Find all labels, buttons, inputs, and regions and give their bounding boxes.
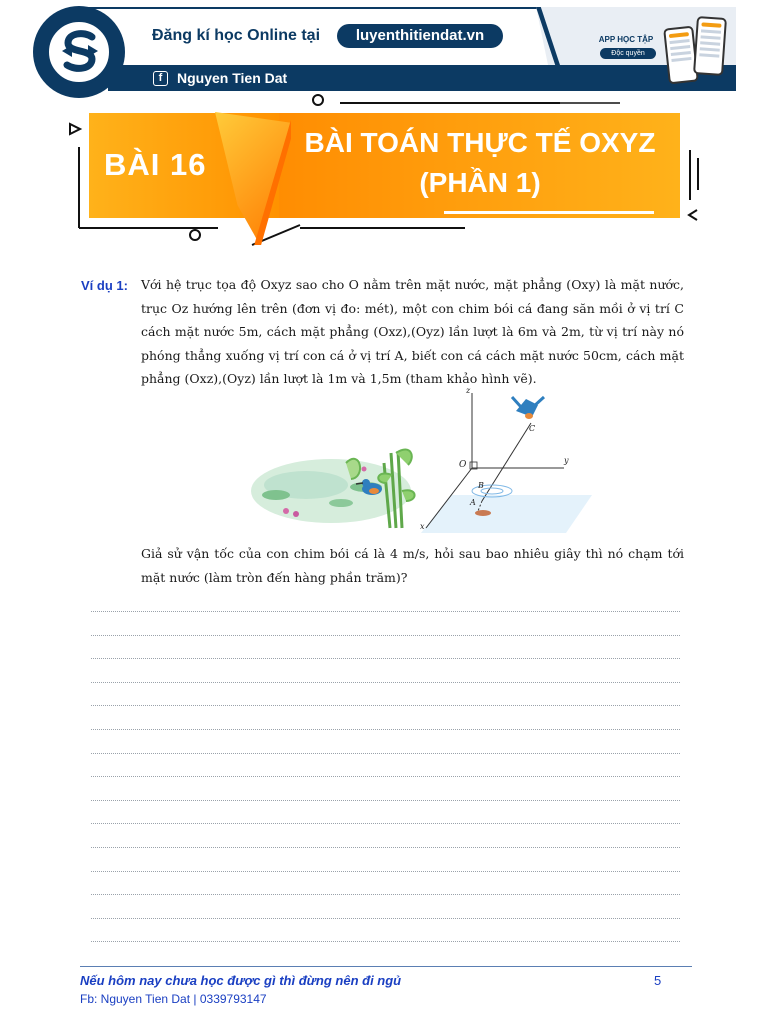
answer-line[interactable] (91, 847, 680, 848)
register-text: Đăng kí học Online tại (152, 27, 321, 44)
answer-line[interactable] (91, 894, 680, 895)
footer-contact: Fb: Nguyen Tien Dat | 0339793147 (80, 992, 267, 1006)
kingfisher-figure (246, 383, 592, 535)
title-underline (444, 211, 654, 214)
app-label: APP HỌC TẬP (598, 35, 654, 44)
footer-slogan: Nếu hôm nay chưa học được gì thì đừng nên đi ngủ (80, 973, 402, 988)
answer-line[interactable] (91, 871, 680, 872)
answer-line[interactable] (91, 753, 680, 754)
question-text: Giả sử vận tốc của con chim bói cá là 4 m/s, hỏi sau bao nhiêu giây thì nó chạm tới mặt nước (làm tròn đến hàng phần trăm)? (141, 546, 684, 585)
point-c-label: C (529, 424, 536, 433)
answer-line[interactable] (91, 800, 680, 801)
answer-line[interactable] (91, 918, 680, 919)
title-line-2: (PHẦN 1) (419, 167, 541, 198)
page-number: 5 (654, 973, 662, 988)
axis-y-label: y (564, 456, 569, 465)
answer-line[interactable] (91, 611, 680, 612)
coordinate-axes (420, 386, 592, 533)
problem-statement: Với hệ trục tọa độ Oxyz sao cho O nằm trên mặt nước, mặt phẳng (Oxy) là mặt nước, trục Oz hướng lên trên (đơn vị đo: mét), một con chim bói cá đang săn mồi ở vị trí C cách mặt nước 5m, cách mặt phẳng (Oxz),(Oyz) lần lượt là 6m và 2m, từ vị trí này nó phóng thẳng xuống vị trí con cá ở vị trí A, biết con cá cách mặt nước 50cm, cách mặt phẳng (Oxz),(Oyz) lần lượt là 1m và 1,5m (tham khảo hình vẽ). (141, 277, 684, 386)
app-badge: Độc quyền (600, 48, 656, 59)
answer-line[interactable] (91, 941, 680, 942)
answer-line[interactable] (91, 682, 680, 683)
point-a-label: A (470, 498, 476, 507)
footer-rule (80, 966, 692, 967)
answer-line[interactable] (91, 776, 680, 777)
axis-z-label: z (466, 386, 471, 395)
origin-label: O (459, 460, 467, 470)
facebook-icon: f (153, 71, 168, 86)
point-b-label: B (478, 481, 484, 490)
answer-line[interactable] (91, 729, 680, 730)
example-label: Ví dụ 1: (81, 278, 128, 293)
pond-scene-illustration (251, 450, 415, 528)
lesson-number: BÀI 16 (104, 147, 207, 182)
answer-line[interactable] (91, 658, 680, 659)
answer-line[interactable] (91, 705, 680, 706)
title-line-1: BÀI TOÁN THỰC TẾ OXYZ (304, 127, 656, 158)
website-link[interactable]: luyenthitiendat.vn (337, 24, 503, 48)
answer-line[interactable] (91, 823, 680, 824)
facebook-name[interactable]: Nguyen Tien Dat (177, 70, 288, 86)
answer-line[interactable] (91, 635, 680, 636)
axis-x-label: x (420, 522, 425, 531)
